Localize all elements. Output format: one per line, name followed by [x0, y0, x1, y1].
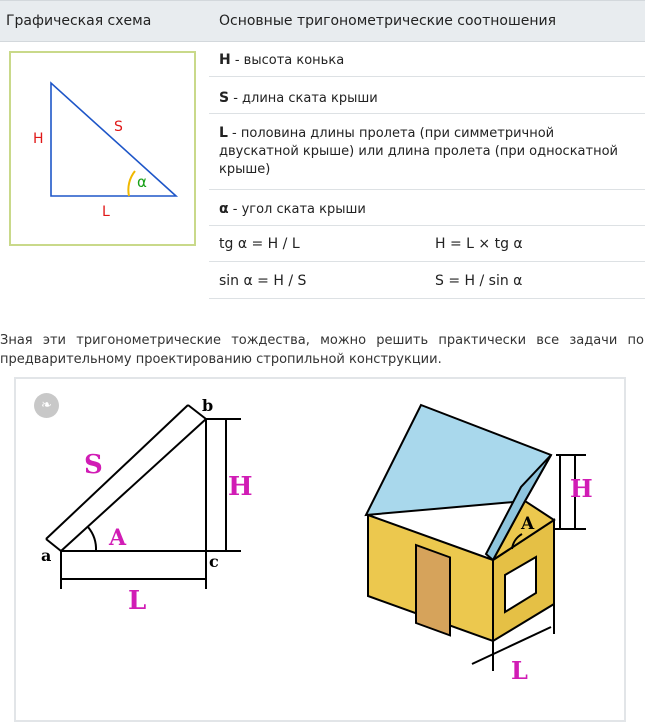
house-label-h: H [570, 474, 593, 503]
house-label-l: L [511, 656, 528, 685]
header-schema: Графическая схема [6, 13, 152, 29]
row-s-text: - длина ската крыши [229, 91, 378, 106]
label-alpha: α [137, 173, 147, 191]
geo-label-h: H [228, 472, 253, 502]
row-divider [209, 189, 645, 190]
row-alpha-symbol: α [219, 201, 229, 217]
house-label-a: A [521, 514, 535, 534]
geo-label-a: A [109, 525, 127, 551]
geo-label-s: S [84, 450, 103, 480]
roof-illustration [14, 377, 626, 722]
triangle [51, 83, 176, 196]
table-header [0, 0, 645, 42]
angle-arc [128, 171, 135, 196]
formula-h: H = L × tg α [435, 236, 523, 252]
row-divider [209, 298, 645, 299]
formula-sin: sin α = H / S [219, 273, 307, 289]
row-divider [209, 76, 645, 77]
label-h: H [33, 131, 44, 147]
row-l [219, 124, 634, 179]
row-h-symbol: H [219, 52, 231, 68]
row-divider [209, 261, 645, 262]
house-drawing [366, 405, 586, 671]
row-l-symbol: L [219, 125, 228, 141]
row-s-symbol: S [219, 90, 230, 106]
label-s: S [114, 119, 123, 135]
rafter-drawing [16, 379, 624, 720]
geo-label-l: L [128, 586, 147, 616]
header-relations: Основные тригонометрические соотношения [219, 13, 557, 29]
row-divider [209, 113, 645, 114]
row-s [219, 89, 378, 108]
row-alpha-text: - угол ската крыши [228, 202, 366, 217]
point-b: b [202, 396, 214, 415]
row-h [219, 51, 344, 70]
explanation-paragraph: Зная эти тригонометрические тождества, можно решить практически все задачи по предварительному проектированию стропильной конструкции. [0, 333, 644, 367]
formula-tg: tg α = H / L [219, 236, 300, 252]
row-h-text: - высота конька [230, 53, 345, 68]
point-a: a [41, 546, 52, 565]
triangle-diagram [11, 53, 194, 244]
row-l-text: - половина длины пролета (при симметричной двускатной крыше) или длина пролета (при односкатной крыше) [219, 126, 618, 177]
row-alpha [219, 200, 366, 219]
schema-diagram [9, 51, 196, 246]
label-l: L [102, 204, 110, 220]
leaf-icon[interactable]: ❧ [34, 393, 59, 418]
formula-s: S = H / sin α [435, 273, 523, 289]
point-c: c [209, 552, 219, 571]
row-divider [209, 225, 645, 226]
